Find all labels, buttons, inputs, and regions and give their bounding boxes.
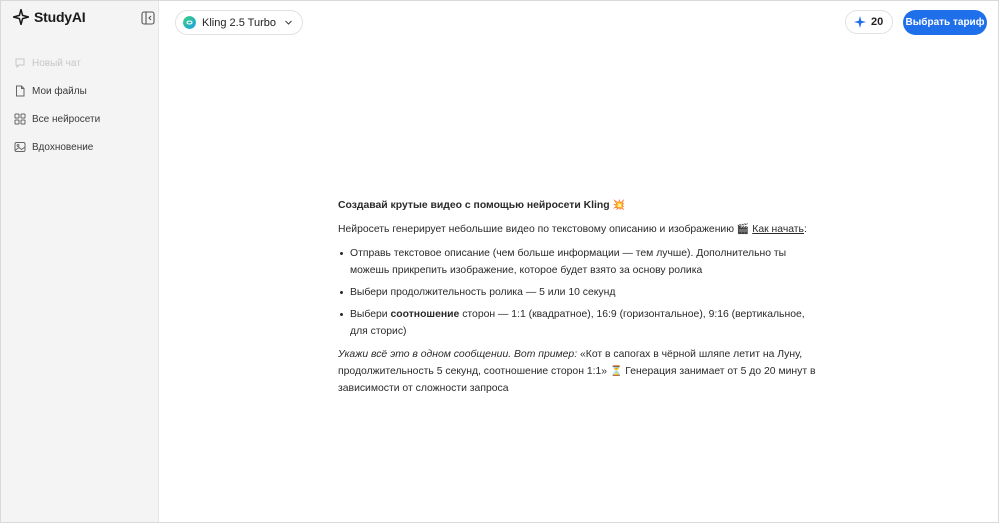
- instructions-list: [338, 245, 824, 340]
- choose-plan-button[interactable]: Выбрать тариф: [903, 10, 987, 35]
- sidebar-item-my-files[interactable]: [14, 77, 154, 105]
- sparkle-logo-icon: [13, 9, 29, 25]
- sidebar-item-label: Вдохновение: [32, 141, 94, 153]
- image-icon: [14, 141, 26, 153]
- clapper-emoji: 🎬: [736, 224, 750, 235]
- model-selector[interactable]: [175, 10, 303, 35]
- main-area: [159, 1, 998, 522]
- chevron-down-icon: [284, 18, 293, 27]
- sidebar-item-label: Все нейросети: [32, 113, 101, 125]
- sidebar-nav: [14, 49, 154, 161]
- new-chat-icon: [14, 57, 26, 69]
- logo[interactable]: [13, 9, 86, 25]
- list-item: Отправь текстовое описание (чем больше информации — тем лучше). Дополнительно ты можешь прикрепить изображение, которое будет взято за основу ролика: [338, 245, 824, 279]
- logo-text: StudyAI: [34, 9, 86, 25]
- assistant-message: [338, 197, 824, 404]
- message-example: Укажи всё это в одном сообщении. Вот пример: «Кот в сапогах в чёрной шляпе летит на Луну, продолжительность 5 секунд, соотношение сторон 1:1» ⏳ Генерация занимает от 5 до 20 минут в зависимости от сложности запроса: [338, 349, 816, 394]
- collision-emoji: 💥: [612, 200, 625, 211]
- sidebar-item-new-chat[interactable]: [14, 49, 154, 77]
- list-item: Выбери соотношение сторон — 1:1 (квадратное), 16:9 (горизонтальное), 9:16 (вертикальное, для сторис): [338, 306, 824, 340]
- how-to-start-link[interactable]: Как начать: [752, 224, 804, 235]
- collapse-sidebar-icon[interactable]: [141, 11, 155, 25]
- sidebar-item-inspiration[interactable]: [14, 133, 154, 161]
- sparkle-icon: [854, 16, 866, 28]
- message-title: Создавай крутые видео с помощью нейросети Kling 💥: [338, 200, 625, 211]
- model-name: Kling 2.5 Turbo: [202, 16, 276, 29]
- sidebar-item-all-networks[interactable]: [14, 105, 154, 133]
- sidebar-item-label: Новый чат: [32, 57, 81, 69]
- file-icon: [14, 85, 26, 97]
- sidebar-item-label: Мои файлы: [32, 85, 87, 97]
- credits-count: 20: [871, 16, 884, 28]
- list-item: Выбери продолжительность ролика — 5 или 10 секунд: [338, 284, 824, 301]
- message-intro: Нейросеть генерирует небольшие видео по текстовому описанию и изображению 🎬 Как начать:: [338, 224, 807, 235]
- credits-badge[interactable]: [845, 10, 893, 34]
- sidebar: [1, 1, 159, 522]
- grid-icon: [14, 113, 26, 125]
- hourglass-emoji: ⏳: [609, 366, 623, 377]
- kling-model-icon: [183, 16, 196, 29]
